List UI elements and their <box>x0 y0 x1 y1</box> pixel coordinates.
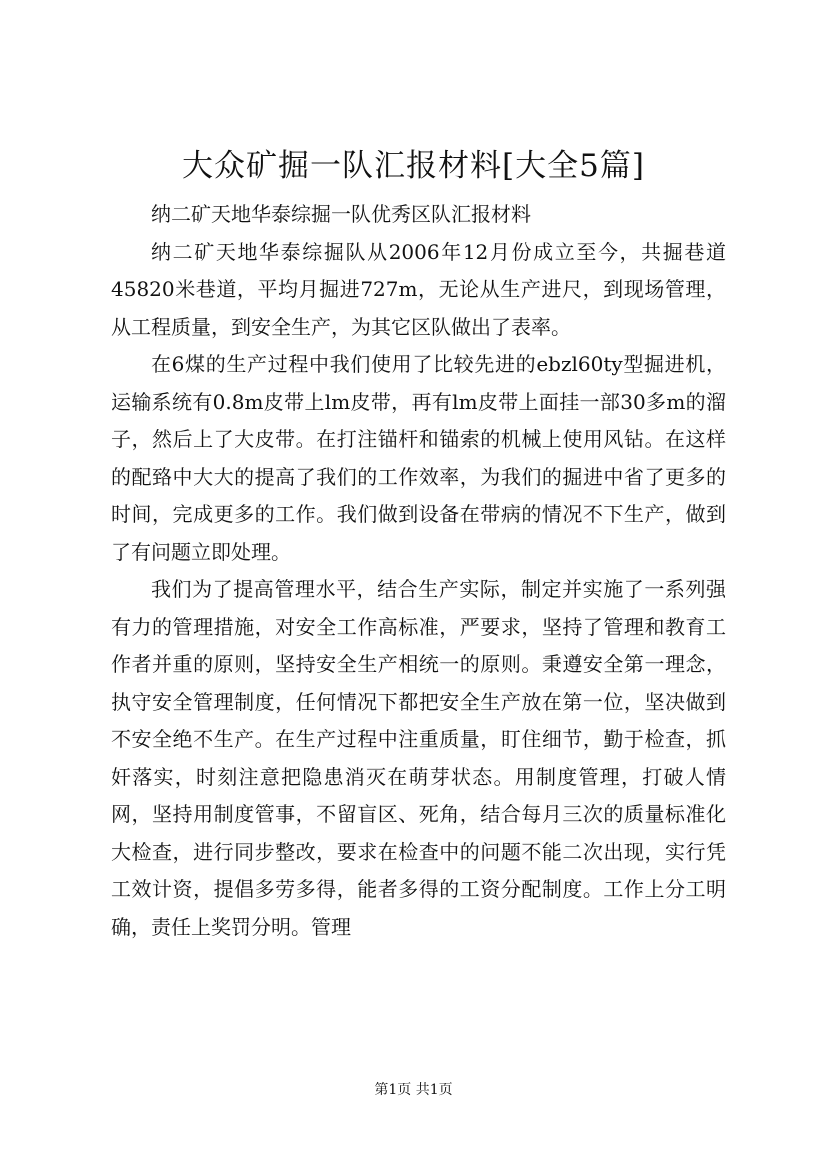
document-subtitle: 纳二矿天地华泰综掘一队优秀区队汇报材料 <box>151 202 531 226</box>
page-number-footer: 第1页 共1页 <box>374 1082 453 1098</box>
paragraph-3: 我们为了提高管理水平，结合生产实际，制定并实施了一系列强有力的管理措施，对安全工作高标准，严要求，坚持了管理和教育工作者并重的原则，坚持安全生产相统一的原则。秉遵安全第一理念，执守安全管理制度，任何情况下都把安全生产放在第一位，坚决做到不安全绝不生产。在生产过程中注重质量，盯住细节，勤于检查，抓奸落实，时刻注意把隐患消灭在萌芽状态。用制度管理，打破人情网，坚持用制度管事，不留盲区、死角，结合每月三次的质量标准化大检查，进行同步整改，要求在检查中的问题不能二次出现，实行凭工效计资，提倡多劳多得，能者多得的工资分配制度。工作上分工明确，责任上奖罚分明。管理 <box>111 577 726 939</box>
paragraph-1: 纳二矿天地华泰综掘队从2006年12月份成立至今，共掘巷道45820米巷道，平均月掘进727m，无论从生产进尺，到现场管理，从工程质量，到安全生产，为其它区队做出了表率。 <box>111 239 726 339</box>
document-body <box>111 196 726 946</box>
document-title: 大众矿掘一队汇报材料[大全5篇] <box>182 148 645 184</box>
paragraph-2: 在6煤的生产过程中我们使用了比较先进的ebzl60ty型掘进机，运输系统有0.8m皮带上lm皮带，再有lm皮带上面挂一部30多m的溜子，然后上了大皮带。在打注锚杆和锚索的机械上使用风钻。在这样的配臵中大大的提高了我们的工作效率，为我们的掘进中省了更多的时间，完成更多的工作。我们做到设备在带病的情况不下生产，做到了有问题立即处理。 <box>111 352 726 564</box>
